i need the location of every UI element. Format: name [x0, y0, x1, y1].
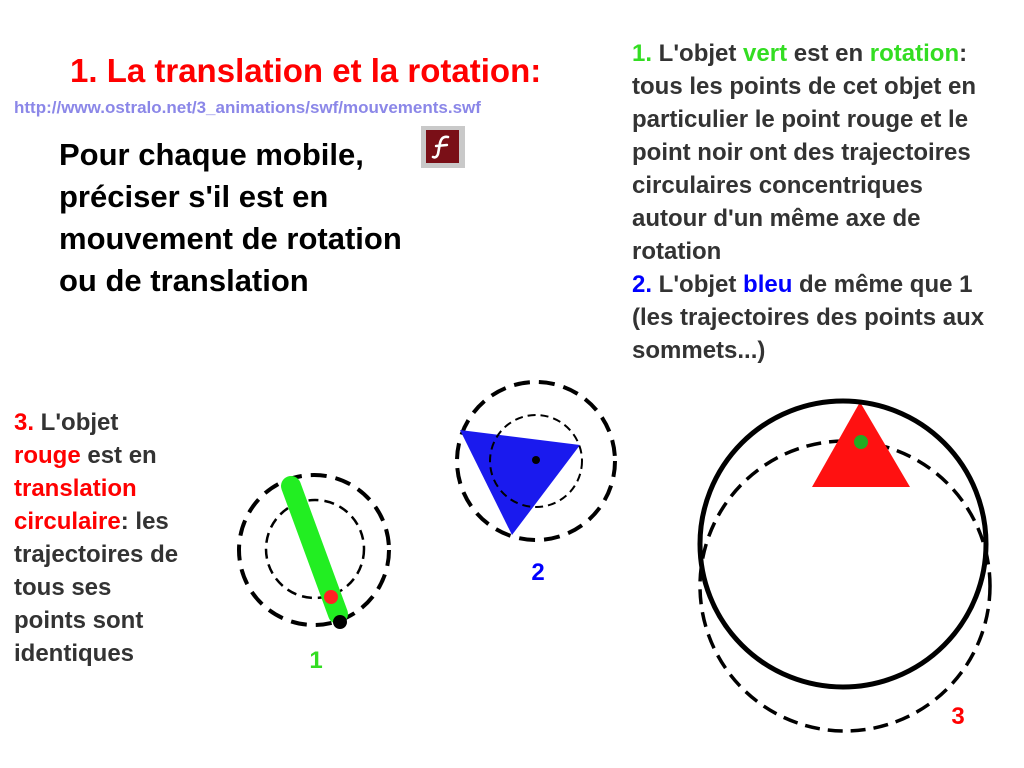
fig1-red-point	[324, 590, 338, 604]
explanation-1-number: 1.	[632, 40, 653, 67]
explanation-1-text-c: : tous les points de cet objet en particulier le point rouge et le point noir ont des trajectoires circulaires concentriques autour d'un même axe de rotation	[632, 40, 977, 265]
figure-2-label: 2	[531, 559, 545, 586]
word-translation-circulaire: translation circulaire	[14, 475, 137, 535]
fig1-black-point	[333, 615, 347, 629]
explanation-3-number: 3.	[14, 409, 35, 436]
figure-1-label: 1	[309, 647, 323, 674]
word-rotation: rotation	[869, 40, 960, 67]
figure-3	[700, 401, 990, 731]
explanation-3-text-b: est en	[80, 442, 157, 469]
fig3-green-point	[854, 435, 868, 449]
fig2-blue-triangle	[460, 430, 580, 535]
question-line-1: Pour chaque mobile,	[59, 137, 364, 172]
word-bleu: bleu	[743, 271, 793, 298]
word-vert: vert	[743, 40, 788, 67]
animation-link[interactable]: http://www.ostralo.net/3_animations/swf/mouvements.swf	[14, 98, 481, 117]
slide-title: 1. La translation et la rotation:	[70, 52, 542, 89]
fig2-rotation-axis	[532, 456, 540, 464]
explanation-3-text-c: : les trajectoires de tous ses points sont identiques	[14, 508, 179, 667]
explanation-1-text-a: L'objet	[652, 40, 744, 67]
figure-2	[457, 382, 615, 540]
figure-3-label: 3	[951, 703, 965, 730]
explanation-1-text-b: est en	[787, 40, 870, 67]
question-line-4: ou de translation	[59, 263, 309, 298]
explanation-2-text-a: L'objet	[652, 271, 744, 298]
figure-1	[239, 475, 389, 629]
explanation-2-number: 2.	[632, 271, 653, 298]
question-line-2: préciser s'il est en	[59, 179, 329, 214]
explanation-2-text-b: de même que 1 (les trajectoires des points aux sommets...)	[632, 271, 985, 364]
explanation-3-text-a: L'objet	[34, 409, 119, 436]
question-line-3: mouvement de rotation	[59, 221, 402, 256]
word-rouge: rouge	[14, 442, 81, 469]
